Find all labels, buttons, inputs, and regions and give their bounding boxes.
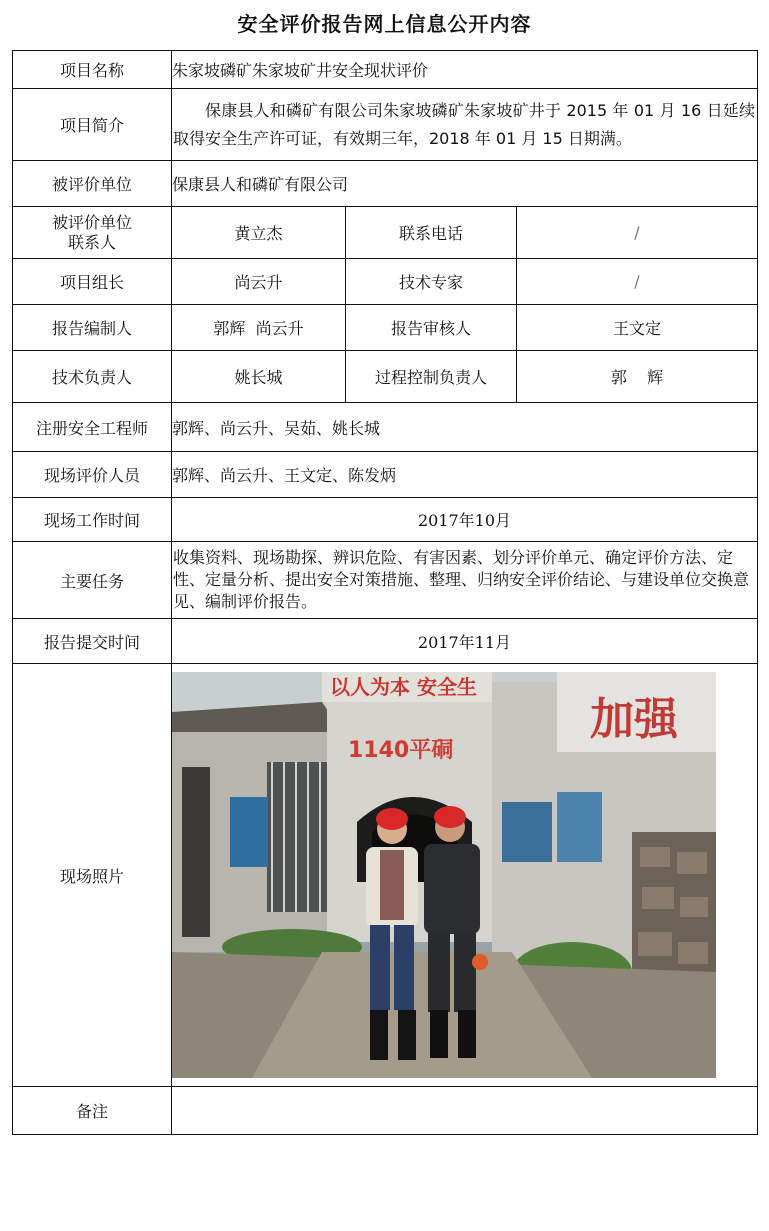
- evaluated-unit-value: 保康县人和磷矿有限公司: [172, 161, 758, 207]
- process-control-value: 郭 辉: [517, 351, 758, 403]
- row-contact: [13, 207, 758, 259]
- tech-lead-label: 技术负责人: [13, 351, 172, 403]
- row-leader: [13, 259, 758, 305]
- contact-name: 黄立杰: [172, 207, 346, 259]
- row-remarks: [13, 1087, 758, 1135]
- row-project-intro: [13, 89, 758, 161]
- sign-level: 1140平硐: [348, 738, 454, 763]
- submit-time-value: 2017年11月: [172, 619, 758, 664]
- sign-slogan: 以人为本 安全生: [330, 675, 477, 699]
- compiler-label: 报告编制人: [13, 305, 172, 351]
- reviewer-label: 报告审核人: [346, 305, 517, 351]
- row-main-tasks: [13, 542, 758, 619]
- row-tech-lead: [13, 351, 758, 403]
- expert-value: /: [517, 259, 758, 305]
- engineers-label: 注册安全工程师: [13, 403, 172, 452]
- row-project-name: [13, 51, 758, 89]
- compiler-names: 郭辉 尚云升: [172, 305, 346, 351]
- contact-phone-value: /: [517, 207, 758, 259]
- project-name-label: 项目名称: [13, 51, 172, 89]
- project-intro-value: 保康县人和磷矿有限公司朱家坡磷矿朱家坡矿井于 2015 年 01 月 16 日延续取得安全生产许可证，有效期三年，2018 年 01 月 15 日期满。: [173, 100, 755, 148]
- process-control-label: 过程控制负责人: [346, 351, 517, 403]
- contact-label-line1: 被评价单位: [51, 212, 132, 232]
- site-staff-value: 郭辉、尚云升、王文定、陈发炳: [172, 452, 758, 498]
- leader-name: 尚云升: [172, 259, 346, 305]
- main-tasks-label: 主要任务: [13, 542, 172, 619]
- page-title: 安全评价报告网上信息公开内容: [237, 12, 532, 36]
- row-photo: [13, 664, 758, 1087]
- submit-time-label: 报告提交时间: [13, 619, 172, 664]
- site-photo: [172, 672, 716, 1078]
- main-tasks-value: 收集资料、现场勘探、辨识危险、有害因素、划分评价单元、确定评价方法、定性、定量分析、提出安全对策措施、整理、归纳安全评价结论、与建设单位交换意见、编制评价报告。: [173, 548, 750, 611]
- contact-label-line2: 联系人: [67, 232, 116, 252]
- evaluated-unit-label: 被评价单位: [13, 161, 172, 207]
- photo-label: 现场照片: [13, 664, 172, 1087]
- row-compiler: [13, 305, 758, 351]
- info-table: [12, 50, 758, 1135]
- engineers-value: 郭辉、尚云升、吴茹、姚长城: [172, 403, 758, 452]
- remarks-label: 备注: [13, 1087, 172, 1135]
- wall-text: 加强: [590, 694, 678, 745]
- remarks-value: [172, 1087, 758, 1135]
- reviewer-value: 王文定: [517, 305, 758, 351]
- row-evaluated-unit: [13, 161, 758, 207]
- site-staff-label: 现场评价人员: [13, 452, 172, 498]
- contact-label: [13, 207, 172, 259]
- row-submit-time: [13, 619, 758, 664]
- leader-label: 项目组长: [13, 259, 172, 305]
- row-site-staff: [13, 452, 758, 498]
- project-name-value: 朱家坡磷矿朱家坡矿井安全现状评价: [172, 51, 758, 89]
- contact-phone-label: 联系电话: [346, 207, 517, 259]
- row-work-time: [13, 498, 758, 542]
- expert-label: 技术专家: [346, 259, 517, 305]
- work-time-label: 现场工作时间: [13, 498, 172, 542]
- row-engineers: [13, 403, 758, 452]
- project-intro-label: 项目简介: [13, 89, 172, 161]
- work-time-value: 2017年10月: [172, 498, 758, 542]
- tech-lead-name: 姚长城: [172, 351, 346, 403]
